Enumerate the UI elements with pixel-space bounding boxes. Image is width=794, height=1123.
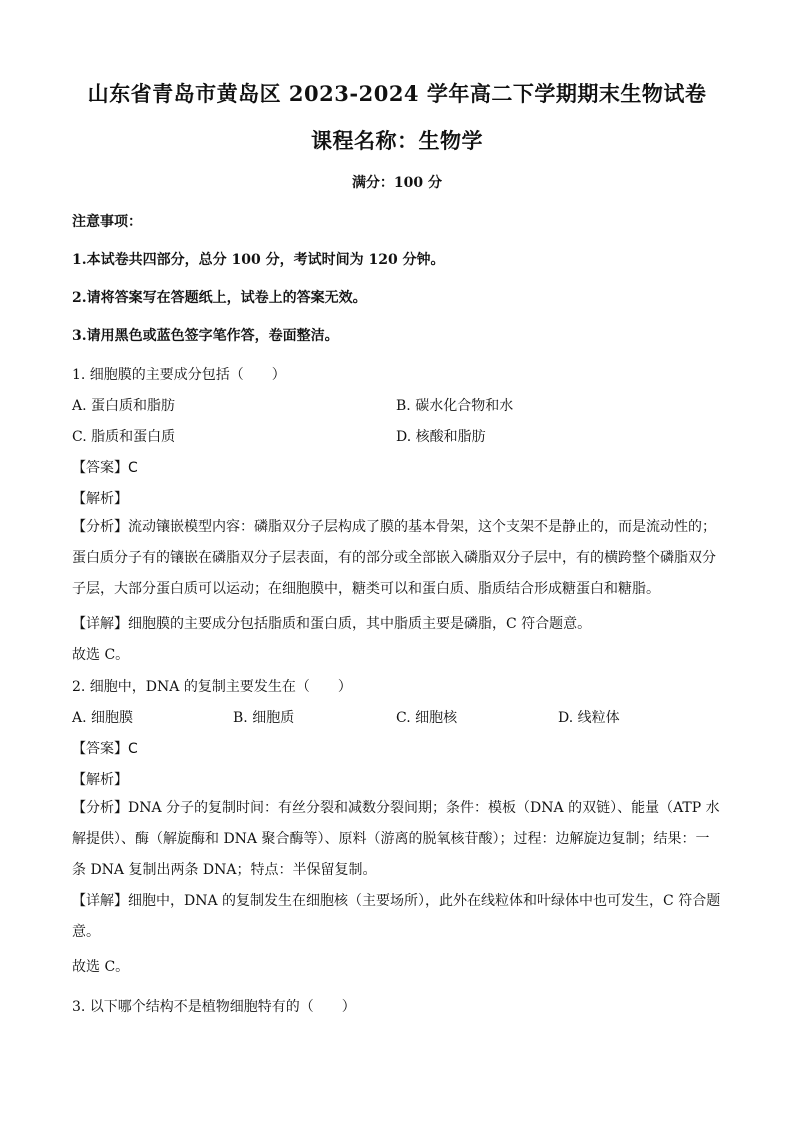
option-d: D. 核酸和脂肪 — [396, 429, 486, 445]
option-c: C. 细胞核 — [396, 710, 458, 726]
analysis-text: 【分析】流动镶嵌模型内容：磷脂双分子层构成了膜的基本骨架，这个支架不是静止的，而是流动性的；蛋白质分子有的镶嵌在磷脂双分子层表面，有的部分或全部嵌入磷脂双分子层中，有的横跨整个磷脂双分子层，大部分蛋白质可以运动；在细胞膜中，糖类可以和蛋白质、脂质结合形成糖蛋白和糖脂。 — [72, 519, 716, 597]
question-stem: 2. 细胞中，DNA 的复制主要发生在（ ） — [72, 679, 352, 695]
full-score: 满分：100 分 — [351, 175, 443, 191]
option-d: D. 线粒体 — [558, 710, 620, 726]
answer: 【答案】C — [72, 741, 138, 757]
notice-item: 2.请将答案写在答题纸上，试卷上的答案无效。 — [72, 290, 367, 306]
course-name: 课程名称：生物学 — [311, 128, 483, 153]
conclusion: 故选 C。 — [72, 959, 130, 975]
question-stem: 3. 以下哪个结构不是植物细胞特有的（ ） — [72, 999, 356, 1015]
option-b: B. 碳水化合物和水 — [396, 398, 514, 414]
answer: 【答案】C — [72, 460, 138, 476]
analysis-label: 【解析】 — [72, 491, 128, 507]
option-b: B. 细胞质 — [233, 710, 295, 726]
notice-heading: 注意事项： — [72, 214, 142, 230]
option-a: A. 蛋白质和脂肪 — [72, 398, 176, 414]
question-stem: 1. 细胞膜的主要成分包括（ ） — [72, 367, 286, 383]
conclusion: 故选 C。 — [72, 647, 130, 663]
exam-title: 山东省青岛市黄岛区 2023-2024 学年高二下学期期末生物试卷 — [87, 81, 707, 106]
detail-text: 【详解】细胞膜的主要成分包括脂质和蛋白质，其中脂质主要是磷脂，C 符合题意。 — [72, 616, 592, 632]
option-c: C. 脂质和蛋白质 — [72, 429, 176, 445]
option-a: A. 细胞膜 — [72, 710, 134, 726]
notice-item: 3.请用黑色或蓝色签字笔作答，卷面整洁。 — [72, 328, 339, 344]
detail-text: 【详解】细胞中，DNA 的复制发生在细胞核（主要场所），此外在线粒体和叶绿体中也可发生，C 符合题意。 — [72, 893, 721, 940]
analysis-text: 【分析】DNA 分子的复制时间：有丝分裂和减数分裂间期；条件：模板（DNA 的双链）、能量（ATP 水解提供）、酶（解旋酶和 DNA 聚合酶等）、原料（游离的脱氧核苷酸）；过程：边解旋边复制；结果：一条 DNA 复制出两条 DNA；特点：半保留复制。 — [72, 800, 720, 878]
analysis-label: 【解析】 — [72, 772, 128, 788]
notice-item: 1.本试卷共四部分，总分 100 分，考试时间为 120 分钟。 — [72, 252, 445, 268]
